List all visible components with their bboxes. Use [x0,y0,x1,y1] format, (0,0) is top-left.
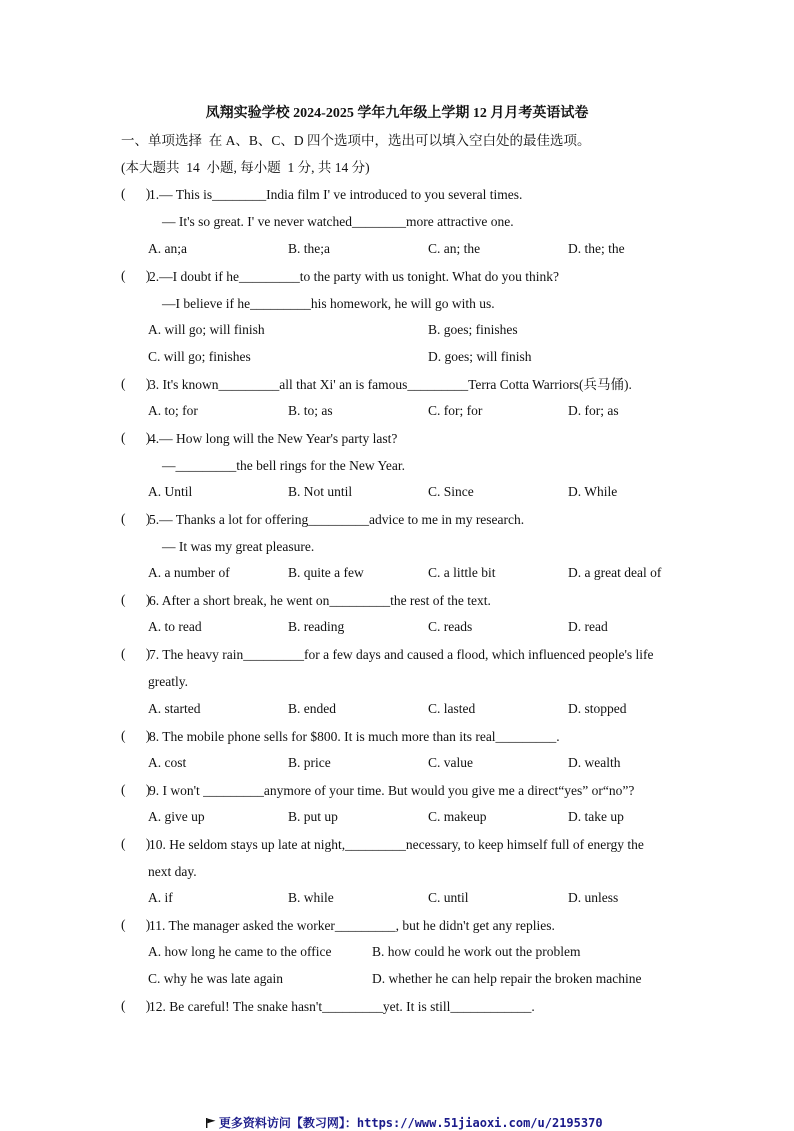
q5-option-c: C. a little bit [428,565,496,580]
q3-line1: 3. It's known_________all that Xi' an is famous_________Terra Cotta Warriors(兵马俑). [149,377,632,392]
q1-option-c: C. an; the [428,241,481,256]
q10-option-a: A. if [148,890,173,905]
q7-option-d: D. stopped [568,701,627,716]
answer-blank-1[interactable]: ( ) [121,186,151,201]
q11-option-d: D. whether he can help repair the broken machine [372,971,642,986]
q11-option-c: C. why he was late again [148,971,283,986]
q2-line1: 2.—I doubt if he_________to the party with us tonight. What do you think? [149,269,559,284]
q12-line1: 12. Be careful! The snake hasn't_________yet. It is still____________. [149,999,535,1014]
q10-option-c: C. until [428,890,469,905]
page-title: 凤翔实验学校 2024-2025 学年九年级上学期 12 月月考英语试卷 [205,106,589,121]
q5-option-a: A. a number of [148,565,230,580]
answer-blank-6[interactable]: ( ) [121,592,151,607]
q9-option-b: B. put up [288,809,338,824]
q7-line2: greatly. [148,674,188,689]
answer-blank-2[interactable]: ( ) [121,268,151,283]
section-note: (本大题共 14 小题, 每小题 1 分, 共 14 分) [121,160,370,175]
footer-link[interactable]: 更多资料访问【教习网】：https://www.51jiaoxi.com/u/2195370 [218,1116,603,1130]
answer-blank-8[interactable]: ( ) [121,728,151,743]
q5-line1: 5.— Thanks a lot for offering_________advice to me in my research. [149,512,525,527]
q6-option-c: C. reads [428,619,473,634]
q9-line1: 9. I won't _________anymore of your time. But would you give me a direct“yes” or“no”? [149,783,635,798]
q2-line2: —I believe if he_________his homework, he will go with us. [162,296,495,311]
q4-option-c: C. Since [428,484,474,499]
q8-option-c: C. value [428,755,473,770]
q7-option-a: A. started [148,701,201,716]
q2-option-c: C. will go; finishes [148,349,251,364]
q4-option-a: A. Until [148,484,193,499]
q8-option-a: A. cost [148,755,187,770]
answer-blank-10[interactable]: ( ) [121,836,151,851]
answer-blank-12[interactable]: ( ) [121,998,151,1013]
q6-line1: 6. After a short break, he went on_________the rest of the text. [149,593,491,608]
answer-blank-4[interactable]: ( ) [121,430,151,445]
q7-option-b: B. ended [288,701,336,716]
q4-option-b: B. Not until [288,484,353,499]
q3-option-b: B. to; as [288,403,333,418]
q5-line2: — It was my great pleasure. [162,539,315,554]
q11-option-a: A. how long he came to the office [148,944,332,959]
q3-option-d: D. for; as [568,403,619,418]
q2-option-d: D. goes; will finish [428,349,532,364]
q4-line2: —_________the bell rings for the New Year. [162,458,405,473]
q10-line1: 10. He seldom stays up late at night,_________necessary, to keep himself full of energy the [149,837,644,852]
footer [0,1100,794,1131]
q3-option-c: C. for; for [428,403,483,418]
q6-option-b: B. reading [288,619,345,634]
answer-blank-7[interactable]: ( ) [121,646,151,661]
q2-option-a: A. will go; will finish [148,322,265,337]
q9-option-d: D. take up [568,809,624,824]
q8-line1: 8. The mobile phone sells for $800. It is much more than its real_________. [149,729,560,744]
q3-option-a: A. to; for [148,403,198,418]
q1-option-d: D. the; the [568,241,625,256]
q7-option-c: C. lasted [428,701,476,716]
q7-line1: 7. The heavy rain_________for a few days and caused a flood, which influenced people's life [149,647,654,662]
q2-option-b: B. goes; finishes [428,322,518,337]
q5-option-d: D. a great deal of [568,565,662,580]
q6-option-d: D. read [568,619,608,634]
answer-blank-9[interactable]: ( ) [121,782,151,797]
q8-option-d: D. wealth [568,755,621,770]
q10-option-b: B. while [288,890,334,905]
q4-option-d: D. While [568,484,618,499]
answer-blank-5[interactable]: ( ) [121,511,151,526]
q1-option-a: A. an;a [148,241,187,256]
q11-option-b: B. how could he work out the problem [372,944,581,959]
q10-option-d: D. unless [568,890,619,905]
q1-line2: — It's so great. I' ve never watched________more attractive one. [162,214,514,229]
q4-line1: 4.— How long will the New Year's party last? [149,431,398,446]
q10-line2: next day. [148,864,197,879]
answer-blank-3[interactable]: ( ) [121,376,151,391]
q6-option-a: A. to read [148,619,202,634]
q1-line1: 1.— This is________India film I' ve introduced to you several times. [149,187,523,202]
flag-icon [206,1118,216,1128]
q9-option-c: C. makeup [428,809,487,824]
q1-option-b: B. the;a [288,241,330,256]
q11-line1: 11. The manager asked the worker_________, but he didn't get any replies. [149,918,555,933]
q8-option-b: B. price [288,755,331,770]
q5-option-b: B. quite a few [288,565,364,580]
answer-blank-11[interactable]: ( ) [121,917,151,932]
q9-option-a: A. give up [148,809,205,824]
section-heading: 一、单项选择 在 A、B、C、D 四个选项中，选出可以填入空白处的最佳选项。 [121,133,591,148]
